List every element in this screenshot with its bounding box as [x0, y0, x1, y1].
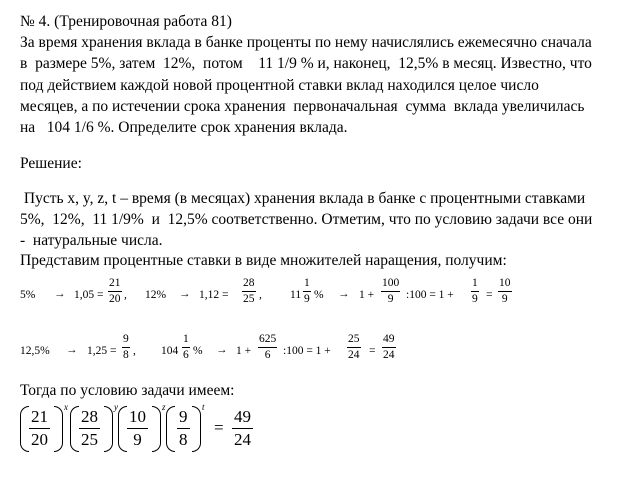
solution-heading: Решение:: [20, 155, 82, 172]
right-paren: [54, 406, 63, 452]
fraction: 28 25: [243, 277, 255, 305]
mixed-whole: 11: [290, 289, 302, 301]
solution-line: 5%, 12%, 11 1/9% и 12,5% соответственно. Отметим, что по условию задачи все они: [20, 211, 593, 228]
exponent: x: [64, 402, 68, 412]
condition-text: Тогда по условию задачи имеем:: [20, 382, 235, 399]
expr: 1 +: [236, 345, 252, 357]
equals: =: [369, 345, 376, 357]
problem-line: под действием каждой новой процентной ставки вклад находился целое число: [20, 77, 539, 94]
problem-title: № 4. (Тренировочная работа 81): [20, 13, 232, 30]
fraction: 1 9: [304, 277, 310, 305]
fraction: 21 20: [109, 277, 121, 305]
exponent: y: [114, 402, 118, 412]
left-paren: [166, 406, 175, 452]
fraction: 100 9: [382, 277, 400, 305]
expr: :100 = 1 +: [283, 345, 331, 357]
left-paren: [118, 406, 127, 452]
formula-row-2: [20, 332, 620, 376]
fraction: 49 24: [383, 333, 395, 361]
comma: ,: [124, 289, 127, 301]
fraction: 1 6: [183, 333, 189, 361]
right-paren: [104, 406, 113, 452]
final-equation: [20, 402, 280, 454]
problem-line: За время хранения вклада в банке проценты по нему начислялись ежемесячно сначала: [20, 34, 592, 51]
fraction: 28 25: [81, 407, 98, 449]
factor-value: 1,12 =: [199, 289, 229, 301]
arrow-icon: →: [338, 288, 350, 300]
formula-row-1: [20, 276, 620, 320]
rate-12: 12%: [145, 289, 167, 301]
fraction: 21 20: [31, 407, 48, 449]
comma: ,: [259, 289, 262, 301]
solution-line: Пусть x, y, z, t – время (в месяцах) хранения вклада в банке с процентными ставками: [20, 190, 586, 207]
fraction: 1 9: [472, 277, 478, 305]
fraction: 10 9: [499, 277, 511, 305]
fraction: 625 6: [259, 333, 277, 361]
expr: 1 +: [359, 289, 375, 301]
arrow-icon: →: [66, 344, 78, 356]
exponent: z: [162, 402, 166, 412]
equals: =: [486, 289, 493, 301]
factor-value: 1,25 =: [87, 345, 117, 357]
percent-sign: %: [314, 289, 324, 301]
fraction: 25 24: [348, 333, 360, 361]
right-paren: [192, 406, 201, 452]
expr: :100 = 1 +: [406, 289, 454, 301]
solution-line: Представим процентные ставки в виде множителей наращения, получим:: [20, 252, 507, 269]
problem-line: в размере 5%, затем 12%, потом 11 1/9 % и, наконец, 12,5% в месяц. Известно, что: [20, 55, 592, 72]
solution-line: - натуральные числа.: [20, 232, 163, 249]
percent-sign: %: [193, 345, 203, 357]
fraction: 9 8: [179, 407, 188, 449]
fraction: 49 24: [234, 407, 251, 449]
equals: =: [214, 418, 224, 437]
factor-value: 1,05 =: [74, 289, 104, 301]
rate-5: 5%: [20, 289, 36, 301]
arrow-icon: →: [54, 288, 66, 300]
fraction: 10 9: [129, 407, 146, 449]
problem-line: месяцев, а по истечении срока хранения первоначальная сумма вклада увеличилась: [20, 98, 585, 115]
comma: ,: [133, 345, 136, 357]
left-paren: [20, 406, 29, 452]
rate-12-5: 12,5%: [20, 345, 50, 357]
exponent: t: [202, 402, 205, 412]
fraction: 9 8: [123, 333, 129, 361]
right-paren: [152, 406, 161, 452]
left-paren: [70, 406, 79, 452]
problem-line: на 104 1/6 %. Определите срок хранения вклада.: [20, 119, 348, 136]
mixed-whole: 104: [161, 345, 179, 357]
arrow-icon: →: [179, 288, 191, 300]
arrow-icon: →: [216, 344, 228, 356]
